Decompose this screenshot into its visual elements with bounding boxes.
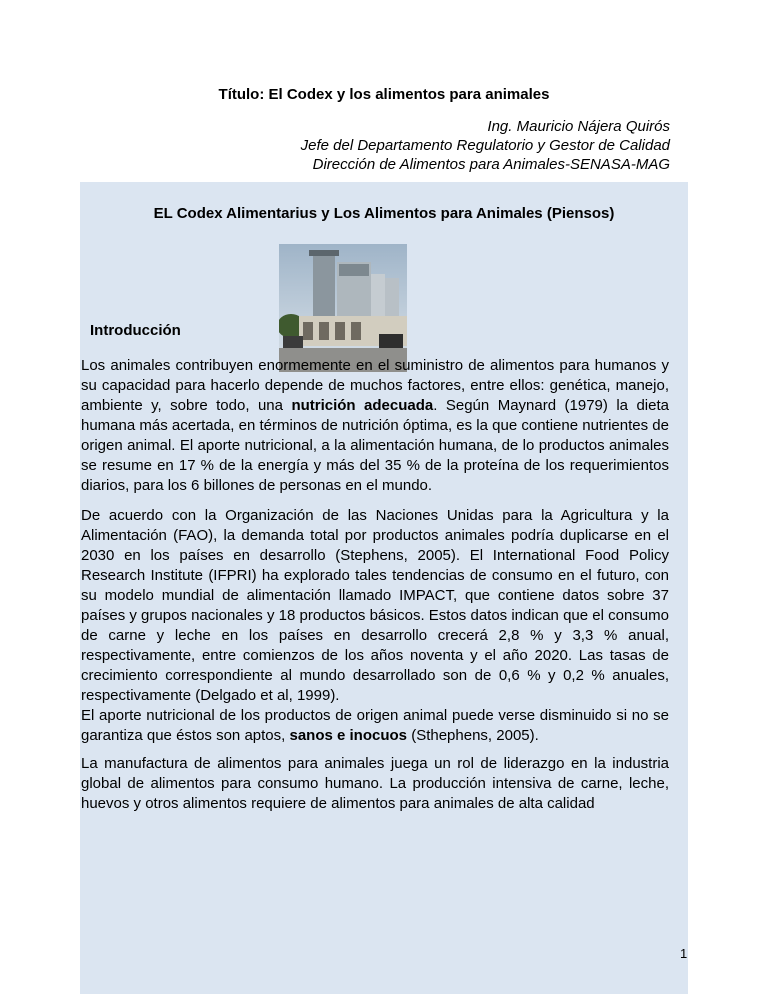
document-title: Título: El Codex y los alimentos para animales bbox=[218, 86, 550, 103]
paragraph-2-text: De acuerdo con la Organización de las Naciones Unidas para la Agricultura y la Alimentación (FAO), la demanda total por productos animales podría duplicarse en el 2030 en los países en desarrollo (Stephens, 2005). El International Food Policy Research Institute (IFPRI) ha explorado tales tendencias de consumo en el futuro, con su modelo mundial de alimentación llamado IMPACT, que contiene datos sobre 37 países y grupos nacionales y 18 productos básicos. Estos datos indican que el consumo de carne y leche en los países en desarrollo crecerá 2,8 % y 3,3 % anual, respectivamente, entre comienzos de los años noventa y el año 2020. Las tasas de crecimiento correspondiente al mundo desarrollado son de 0,6 % y 0,2 % anuales, respectivamente (Delgado et al, 1999). bbox=[81, 507, 669, 704]
page-number: 1 bbox=[680, 946, 688, 961]
paragraph-1-text-c: . Según Maynard (1979) la dieta humana más acertada, en términos de nutrición óptima, es la que contiene nutrientes de origen animal. El aporte nutricional, a la alimentación humana, de lo productos animales se resume en 17 % de la energía y más del 35 % de la proteína de los requerimientos diarios, para los 6 billones de personas en el mundo. bbox=[81, 397, 669, 494]
feed-plant-photo bbox=[279, 244, 407, 372]
paragraph-3-text-c: (Sthephens, 2005). bbox=[407, 727, 539, 744]
article-heading: EL Codex Alimentarius y Los Alimentos para Animales (Piensos) bbox=[153, 205, 615, 222]
paragraph-1-emphasis: nutrición adecuada bbox=[291, 397, 434, 414]
section-title-introduccion: Introducción bbox=[90, 322, 181, 339]
author-name: Ing. Mauricio Nájera Quirós bbox=[487, 118, 670, 135]
paragraph-3 bbox=[81, 706, 669, 746]
paragraph-2 bbox=[81, 506, 669, 706]
paragraph-4-text: La manufactura de alimentos para animales juega un rol de liderazgo en la industria global de alimentos para consumo humano. La producción intensiva de carne, leche, huevos y otros alimentos requiere de alimentos para animales de alta calidad bbox=[81, 755, 669, 812]
paragraph-4 bbox=[81, 754, 669, 814]
paragraph-1-text-a: Los animales contribuyen enormemente en el suministro de alimentos para humanos y su capacidad para hacerlo depende de muchos factores, entre ellos: genética, manejo, ambiente y, sobre todo, una bbox=[81, 357, 669, 414]
author-department: Dirección de Alimentos para Animales-SENASA-MAG bbox=[312, 156, 670, 173]
article-panel bbox=[80, 182, 688, 994]
paragraph-3-text-a: El aporte nutricional de los productos de origen animal puede verse disminuido si no se garantiza que éstos son aptos, bbox=[81, 707, 669, 744]
author-position: Jefe del Departamento Regulatorio y Gestor de Calidad bbox=[300, 137, 670, 154]
paragraph-1 bbox=[81, 356, 669, 496]
paragraph-3-emphasis: sanos e inocuos bbox=[289, 727, 408, 744]
feed-plant-illustration bbox=[279, 244, 407, 372]
